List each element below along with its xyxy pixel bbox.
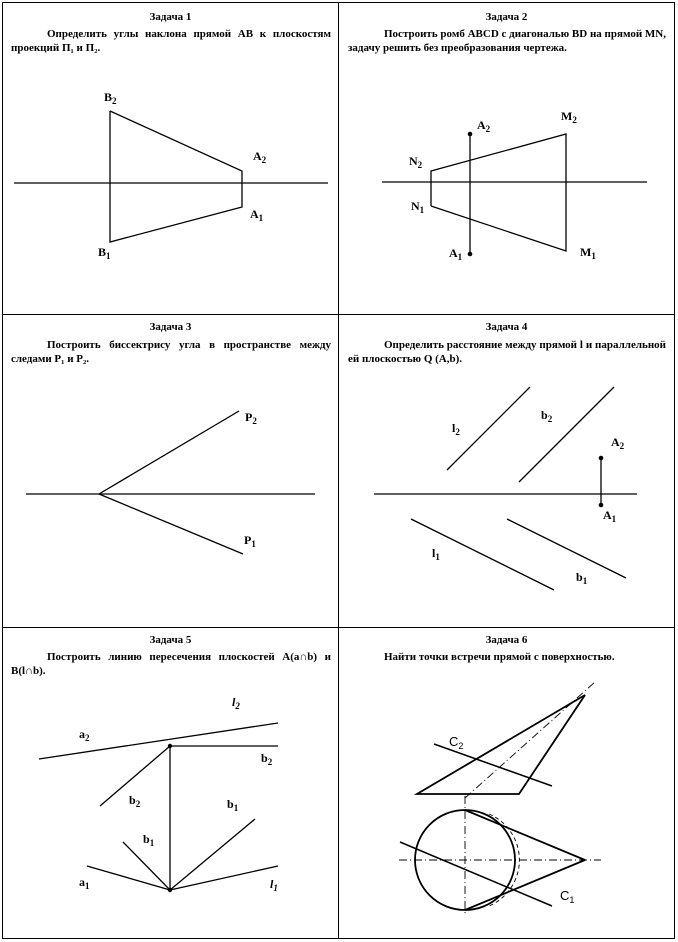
- task5-label-a2: $a_2$: [79, 727, 90, 743]
- task1-frontal-projection: [110, 111, 242, 242]
- task6-line-c1: [400, 842, 552, 906]
- task4-title: Задача 4: [485, 321, 528, 333]
- task3-text: Построить биссектрису угла в пространстве между следами P₁ и P₂.: [11, 339, 331, 365]
- task2-label-n2: $N_2$: [409, 154, 423, 170]
- task2-point-a2: [468, 132, 473, 137]
- task6-label-c1: $C_1$: [560, 888, 575, 905]
- task1-drawing: [3, 3, 338, 314]
- task4-line-b1: [507, 519, 626, 578]
- task1-title: Задача 1: [149, 11, 192, 23]
- task1-label-a1: $A_1$: [250, 207, 264, 223]
- task5-label-b2: $b_2$: [129, 793, 141, 809]
- task5-line-l1: [170, 866, 278, 890]
- task3-cell: [3, 315, 338, 627]
- task5-label-b2-right: $b_2$: [261, 751, 273, 767]
- task2-point-a1: [468, 252, 473, 257]
- task6-drawing: [339, 628, 674, 938]
- task1-cell: [3, 3, 338, 314]
- task3-trace-p2: [99, 411, 239, 494]
- task5-point-lower: [168, 888, 172, 892]
- task5-line-a2: [39, 723, 278, 759]
- task6-triangle: [417, 695, 585, 794]
- task5-label-a1: $a_1$: [79, 875, 90, 891]
- task3-title: Задача 3: [149, 321, 192, 333]
- task2-title: Задача 2: [485, 11, 528, 23]
- task2-cell: [339, 3, 674, 314]
- task5-cell: [3, 628, 338, 938]
- task6-line-c2-thin: [464, 755, 529, 778]
- task4-point-a1: [599, 503, 604, 508]
- task5-label-b1-right: $b_1$: [227, 797, 239, 813]
- task2-label-m1: $M_1$: [580, 245, 596, 261]
- task1-label-b1: $B_1$: [98, 245, 111, 261]
- task5-point-upper: [168, 744, 172, 748]
- task6-tangent-upper: [465, 810, 585, 860]
- task4-label-l2: $l_2$: [452, 421, 460, 437]
- task2-line-mn2: [431, 134, 566, 251]
- task2-label-a2: $A_2$: [477, 118, 491, 134]
- task6-label-c2: $C_2$: [449, 734, 464, 751]
- task6-text: Найти точки встречи прямой с поверхностью.: [384, 651, 615, 663]
- task2-label-m2: $M_2$: [561, 109, 577, 125]
- task3-label-p1: $P_1$: [244, 533, 256, 549]
- task5-title: Задача 5: [149, 634, 192, 646]
- task4-point-a2: [599, 456, 604, 461]
- task5-label-l1: $l_1$: [270, 877, 278, 893]
- task4-line-b2: [519, 387, 614, 482]
- task3-trace-p1: [99, 494, 243, 554]
- task2-text: Построить ромб ABCD с диагональю BD на прямой MN, задачу решить без преобразования чертежа.: [348, 28, 666, 54]
- task3-label-p2: $P_2$: [245, 410, 257, 426]
- task6-title: Задача 6: [485, 634, 528, 646]
- task4-label-b1: $b_1$: [576, 570, 588, 586]
- task2-drawing: [339, 3, 674, 314]
- task1-label-a2: $A_2$: [253, 149, 267, 165]
- task5-label-l2: $l_2$: [232, 695, 240, 711]
- task5-drawing: [3, 628, 338, 938]
- task1-text: Определить углы наклона прямой АВ к плоскостям проекций П₁ и П₂.: [11, 28, 331, 54]
- task4-label-b2: $b_2$: [541, 408, 553, 424]
- task4-label-a2: $A_2$: [611, 435, 625, 451]
- task2-label-a1: $A_1$: [449, 246, 463, 262]
- task1-label-b2: $B_2$: [104, 90, 117, 106]
- task5-text: Построить линию пересечения плоскостей A(a∩b) и B(l∩b).: [11, 651, 331, 677]
- task4-cell: [339, 315, 674, 627]
- task4-drawing: [339, 315, 674, 627]
- task5-label-b1: $b_1$: [143, 832, 155, 848]
- task6-cell: [339, 628, 674, 938]
- task4-label-a1: $A_1$: [603, 508, 617, 524]
- task6-axis-upper: [465, 682, 595, 798]
- task3-drawing: [3, 315, 338, 627]
- task4-label-l1: $l_1$: [432, 546, 440, 562]
- task5-line-b1-right: [170, 819, 255, 890]
- task4-text: Определить расстояние между прямой l и параллельной ей плоскостью Q (A,b).: [348, 339, 666, 365]
- task2-label-n1: $N_1$: [411, 199, 425, 215]
